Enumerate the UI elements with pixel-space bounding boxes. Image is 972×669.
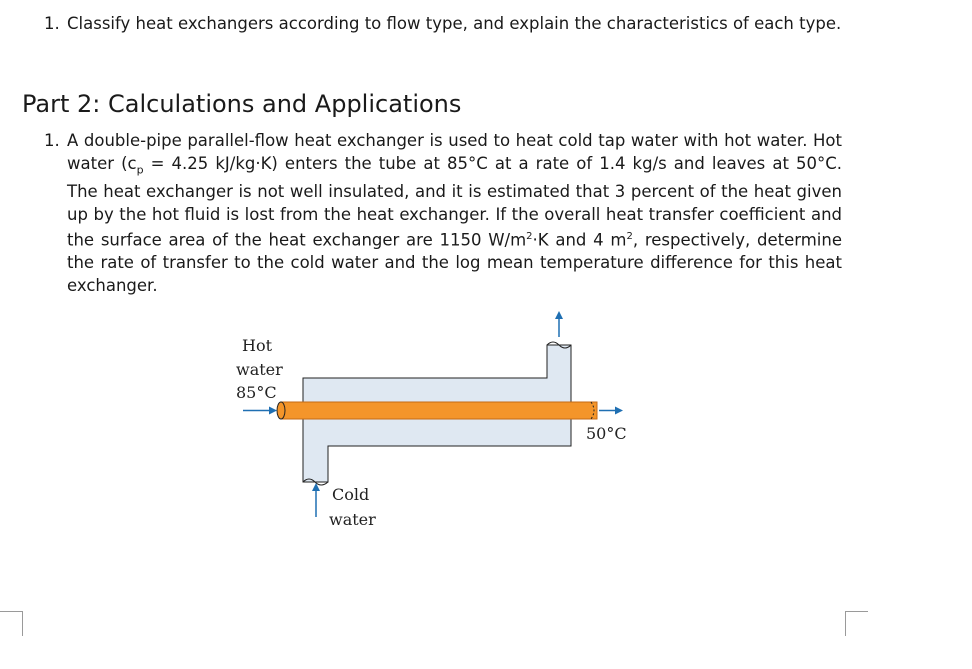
page-corner-mark-right	[845, 611, 868, 636]
hot-water-label-line1: Hot	[242, 336, 273, 355]
hot-water-label-line2: water	[236, 360, 283, 379]
text-segment: , respectively, determine the rate of transfer to the cold water and the log mean temperature difference for this heat exchanger.	[67, 230, 842, 295]
question-1-part1	[44, 13, 842, 36]
question-number: 1.	[44, 131, 60, 150]
question-1-part2	[44, 130, 842, 297]
question-text	[67, 130, 842, 297]
section-heading: Part 2: Calculations and Applications	[22, 90, 462, 118]
superscript: 2	[626, 231, 633, 243]
text-segment: A double-pipe parallel-flow heat exchanger is used to heat cold tap water with hot water. Hot water (c	[67, 131, 842, 173]
hot-inlet-temp-label: 85°C	[236, 383, 277, 402]
outlet-temp-label: 50°C	[586, 424, 627, 443]
cold-water-label-line1: Cold	[332, 485, 370, 504]
text-segment: ·K and 4 m	[532, 230, 627, 250]
question-number: 1.	[44, 14, 60, 33]
subscript-p: p	[136, 162, 144, 176]
page-corner-mark-left	[0, 611, 23, 636]
superscript: 2	[526, 231, 533, 243]
inner-tube	[281, 402, 597, 419]
text-segment: = 4.25 kJ/kg·K) enters the tube at 85°C at a rate of 1.4 kg/s and leaves at 50°C. The heat exchanger is not well insulated, and it is estimated that 3 percent of the heat given up by the hot fluid is lost from the heat exchanger. If the overall heat transfer coefficient and the surface area of the heat exchanger are 1150 W/m	[67, 153, 842, 250]
cold-water-label-line2: water	[329, 510, 376, 529]
heat-exchanger-diagram	[225, 305, 645, 540]
question-text: Classify heat exchangers according to flow type, and explain the characteristics of each type.	[67, 14, 842, 33]
tube-inlet-end	[277, 402, 285, 419]
